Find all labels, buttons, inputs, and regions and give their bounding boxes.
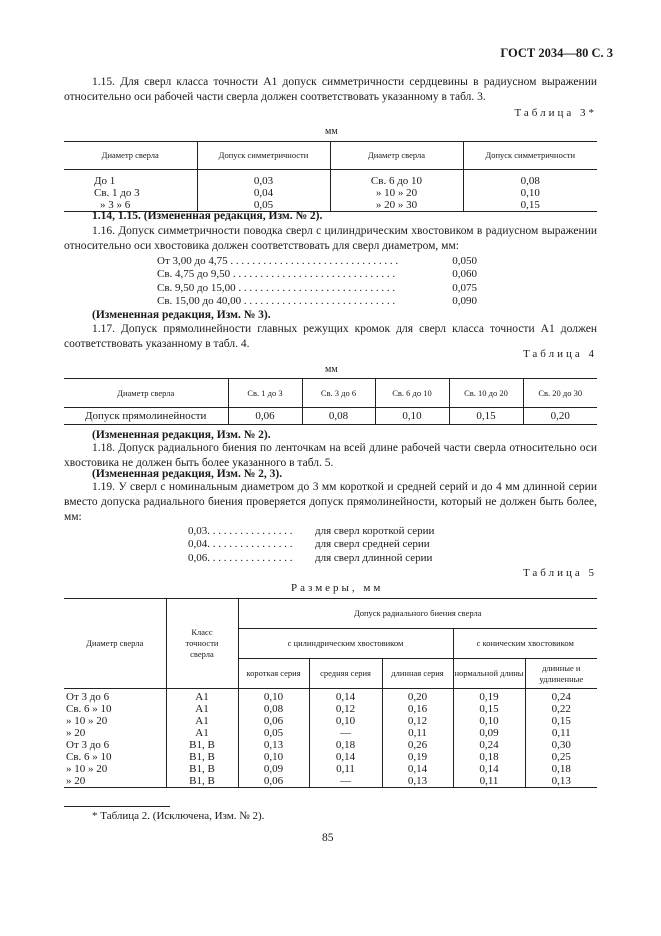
t5-value-cell: —: [309, 727, 382, 739]
t4-header-cell: Св. 6 до 10: [375, 379, 449, 408]
list-item: Св. 4,75 до 9,50 . . . . . . . . . . . . . . . . . . . . . . . . . . . . . . 0,060: [157, 268, 477, 281]
table-row: [64, 689, 597, 703]
t4-header-cell: Св. 1 до 3: [228, 379, 302, 408]
t5-diameter-cell: От 3 до 6: [66, 690, 110, 703]
t5-value-cell: 0,14: [309, 751, 382, 763]
paragraph-1-17: 1.17. Допуск прямолинейности главных режущих кромок для сверл класса точности А1 должен соответствовать указанному в табл. 4.: [64, 323, 597, 350]
t4-header-cell: Св. 10 до 20: [449, 379, 523, 408]
t5-value-cell: 0,25: [525, 751, 597, 763]
t5-header-tolerance: Допуск радиального биения сверла: [238, 599, 597, 629]
footnote-divider: [64, 806, 170, 807]
t5-value-cell: 0,06: [238, 775, 309, 788]
t5-value-cell: 0,09: [453, 727, 525, 739]
t5-diameter-cell: Св. 6 » 10: [66, 750, 112, 763]
footnote: [92, 810, 264, 822]
t5-value-cell: 0,19: [453, 689, 525, 703]
t5-value-cell: —: [309, 775, 382, 788]
t5-header-class: Класс точности сверла: [166, 599, 238, 689]
t5-value-cell: В1, В: [166, 739, 238, 751]
table3-unit: мм: [325, 126, 338, 137]
table3-caption: Таблица 3*: [514, 107, 597, 119]
table5-caption: Таблица 5: [522, 567, 597, 579]
t5-subheader: длинные и удлиненные: [525, 659, 597, 689]
t5-value-cell: 0,12: [309, 703, 382, 715]
t5-diameter-cell: » 20: [66, 774, 86, 787]
t5-value-cell: 0,05: [238, 727, 309, 739]
t5-value-cell: 0,08: [238, 703, 309, 715]
t4-header-cell: Св. 20 до 30: [523, 379, 597, 408]
t5-value-cell: 0,14: [382, 763, 453, 775]
t5-value-cell: 0,06: [238, 715, 309, 727]
t5-value-cell: 0,11: [453, 775, 525, 788]
list-item: 0,06. . . . . . . . . . . . . . . . для сверл длинной серии: [188, 551, 433, 564]
t5-value-cell: А1: [166, 727, 238, 739]
t5-value-cell: 0,20: [382, 689, 453, 703]
page-header: ГОСТ 2034—80 С. 3: [500, 46, 613, 60]
table-row: [64, 715, 597, 727]
t5-value-cell: 0,10: [238, 689, 309, 703]
edit-note: (Измененная редакция, Изм. № 2).: [92, 429, 271, 441]
table-row: Допуск прямолинейности 0,06 0,08 0,10 0,15 0,20: [64, 408, 597, 425]
t4-header-cell: Св. 3 до 6: [302, 379, 375, 408]
t5-subheader: средняя серия: [309, 659, 382, 689]
t3-header-cell: Допуск симметричности: [463, 142, 597, 170]
edit-note: (Измененная редакция, Изм. № 2, 3).: [92, 468, 283, 480]
t5-value-cell: 0,10: [238, 751, 309, 763]
t5-diameter-cell: » 10 » 20: [66, 762, 108, 775]
t5-value-cell: 0,19: [382, 751, 453, 763]
t5-value-cell: 0,30: [525, 739, 597, 751]
table-row: До 1 0,03 Св. 6 до 10 0,08: [64, 175, 597, 187]
t5-value-cell: А1: [166, 715, 238, 727]
table-3: [64, 141, 597, 212]
t5-subheader: длинная серия: [382, 659, 453, 689]
t5-diameter-cell: Св. 6 » 10: [66, 702, 112, 715]
t5-header-conical: с коническим хвостовиком: [453, 629, 597, 659]
t5-header-cylindrical: с цилиндрическим хвостовиком: [238, 629, 453, 659]
page-number: 85: [322, 832, 334, 844]
t5-subheader: нормальной длины: [453, 659, 525, 689]
t5-value-cell: В1, В: [166, 751, 238, 763]
t5-value-cell: 0,26: [382, 739, 453, 751]
t5-value-cell: 0,18: [525, 763, 597, 775]
paragraph-1-18: 1.18. Допуск радиального биения по ленточкам на всей длине рабочей части сверла относительно оси хвостовика не должен быть более указанного в табл. 5.: [64, 442, 597, 469]
t5-value-cell: 0,18: [309, 739, 382, 751]
table-row: [64, 763, 597, 775]
t5-value-cell: 0,12: [382, 715, 453, 727]
t3-header-cell: Допуск симметричности: [197, 142, 330, 170]
list-item: Св. 9,50 до 15,00 . . . . . . . . . . . . . . . . . . . . . . . . . . . . . 0,075: [157, 281, 477, 294]
t3-header-cell: Диаметр сверла: [330, 142, 463, 170]
t5-value-cell: В1, В: [166, 775, 238, 788]
t5-value-cell: 0,10: [309, 715, 382, 727]
t5-header-diameter: Диаметр сверла: [64, 599, 166, 689]
list-item: 0,03. . . . . . . . . . . . . . . . для сверл короткой серии: [188, 525, 435, 537]
table-row: » 3 » 6 0,05 » 20 » 30 0,15: [64, 199, 597, 212]
list-item: 0,04. . . . . . . . . . . . . . . . для сверл средней серии: [188, 538, 430, 551]
paragraph-1-16: 1.16. Допуск симметричности поводка сверл с цилиндрическим хвостовиком в радиусном выражении относительно оси хвостовика должен соответствовать для сверл диаметром, мм:: [64, 225, 597, 252]
table4-unit: мм: [325, 364, 338, 375]
list-item: От 3,00 до 4,75 . . . . . . . . . . . . . . . . . . . . . . . . . . . . . . . 0,050: [157, 255, 477, 267]
t5-body: [64, 689, 597, 788]
edit-note: (Измененная редакция, Изм. № 3).: [92, 309, 271, 321]
t5-value-cell: 0,18: [453, 751, 525, 763]
list-1-19: [188, 525, 488, 565]
table-row: [64, 751, 597, 763]
t5-value-cell: 0,11: [525, 727, 597, 739]
list-1-16: [157, 255, 477, 309]
t5-value-cell: 0,11: [309, 763, 382, 775]
paragraph-1-15: 1.15. Для сверл класса точности А1 допуск симметричности сердцевины в радиусном выражении относительно оси рабочей части сверла должен соответствовать указанному в табл. 3.: [64, 76, 597, 103]
t5-value-cell: 0,16: [382, 703, 453, 715]
t5-value-cell: 0,24: [453, 739, 525, 751]
t5-value-cell: 0,15: [453, 703, 525, 715]
edit-note: 1.14, 1.15. (Измененная редакция, Изм. № 2).: [92, 210, 323, 222]
t5-value-cell: 0,14: [453, 763, 525, 775]
paragraph-1-19: 1.19. У сверл с номинальным диаметром до 3 мм короткой и средней серий и до 4 мм длинной серии вместо допуска радиального биения проверяется допуск прямолинейности, который не должен быть более, мм:: [64, 481, 597, 523]
t5-value-cell: В1, В: [166, 763, 238, 775]
t5-value-cell: 0,09: [238, 763, 309, 775]
table5-unit: Размеры, мм: [291, 582, 384, 594]
t5-value-cell: 0,10: [453, 715, 525, 727]
footnote-text: * Таблица 2. (Исключена, Изм. № 2).: [92, 810, 265, 822]
table-row: [64, 739, 597, 751]
t3-header-cell: Диаметр сверла: [101, 150, 159, 160]
t5-value-cell: А1: [166, 703, 238, 715]
t4-header-cell: Диаметр сверла: [117, 387, 175, 398]
t5-subheader: короткая серия: [238, 659, 309, 689]
table-row: [64, 775, 597, 788]
t5-value-cell: 0,13: [238, 739, 309, 751]
t5-value-cell: 0,15: [525, 715, 597, 727]
table4-caption: Таблица 4: [522, 348, 597, 360]
t5-value-cell: 0,14: [309, 689, 382, 703]
table-row: Св. 1 до 3 0,04 » 10 » 20 0,10: [64, 187, 597, 199]
table-5: [64, 598, 597, 788]
table-row: [64, 727, 597, 739]
t5-value-cell: 0,13: [382, 775, 453, 788]
table-4: [64, 378, 597, 425]
t5-value-cell: 0,13: [525, 775, 597, 788]
t5-value-cell: 0,24: [525, 689, 597, 703]
t5-value-cell: 0,11: [382, 727, 453, 739]
t5-diameter-cell: » 10 » 20: [66, 714, 108, 727]
table-row: [64, 703, 597, 715]
t5-value-cell: 0,22: [525, 703, 597, 715]
t5-value-cell: А1: [166, 689, 238, 703]
list-item: Св. 15,00 до 40,00 . . . . . . . . . . . . . . . . . . . . . . . . . . . . 0,090: [157, 295, 477, 308]
t5-diameter-cell: » 20: [66, 726, 86, 739]
t5-diameter-cell: От 3 до 6: [66, 738, 110, 751]
